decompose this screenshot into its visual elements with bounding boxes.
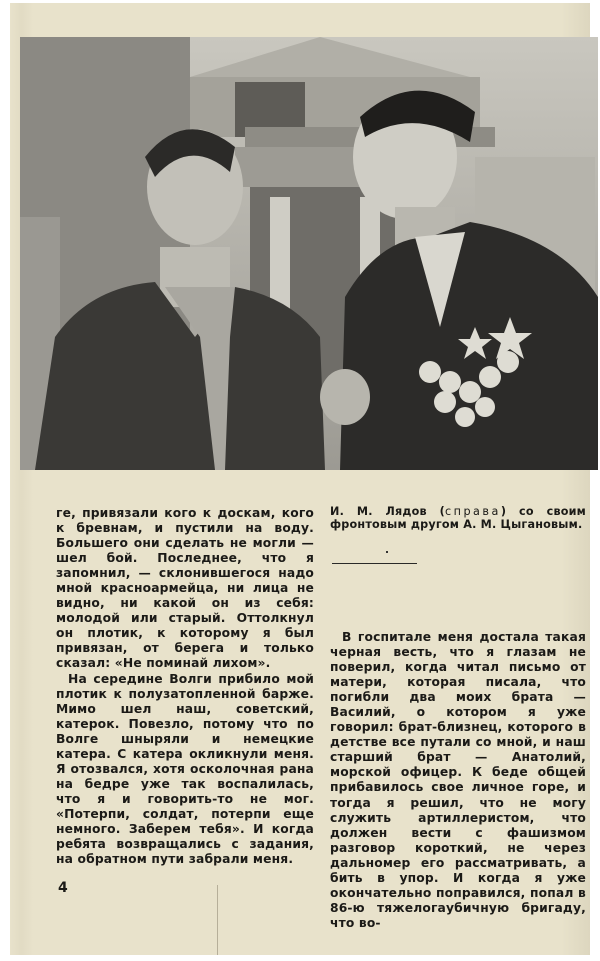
photo-illustration bbox=[20, 37, 598, 470]
section-divider bbox=[332, 563, 417, 564]
paragraph: На середине Волги прибило мой плотик к полузатопленной барже. Мимо шел наш, советский, катерок. Повезло, потому что по Волге шныряли и немецкие катера. С катера окликнули меня. Я отозвался, хотя осколочная рана на бедре уже так воспалилась, что я и говорить-то не мог. «Потерпи, солдат, потерпи еще немного. Заберем тебя». И когда ребята возвращались с задания, на обратном пути забрали меня. bbox=[56, 671, 314, 867]
article-column-right bbox=[330, 630, 586, 931]
photograph bbox=[20, 37, 598, 470]
paragraph: ге, привязали кого к доскам, кого к бревнам, и пустили на воду. Большего они сделать не могли — шел бой. Последнее, что я запомнил, — склонившегося надо мной красноармейца, ни лица не видно, ни какой он из себя: молодой или старый. Оттолкнул он плотик, к которому я был привязан, от берега и только сказал: «Не поминай лихом». bbox=[56, 506, 314, 671]
caption-spaced-word: справа bbox=[444, 505, 501, 518]
separator-dot bbox=[386, 551, 388, 553]
caption-text: ) со своим фронтовым другом А. М. Цыгановым. bbox=[330, 505, 586, 531]
caption-text: И. М. Лядов ( bbox=[330, 505, 445, 518]
photo-caption bbox=[330, 506, 586, 531]
page-crease bbox=[217, 885, 218, 955]
article-column-left bbox=[56, 506, 314, 867]
page-number: 4 bbox=[58, 880, 68, 896]
paragraph: В госпитале меня достала такая черная весть, что я глазам не поверил, когда читал письмо от матери, которая писала, что погибли два моих брата — Василий, о котором я уже говорил: брат-близнец, которого в детстве все путали со мной, и наш старший брат — Анатолий, морской офицер. К беде общей прибавилось свое личное горе, и тогда я решил, что не могу служить артиллеристом, что должен вести с фашизмом разговор короткий, не через дальномер его рассматривать, а бить в упор. И когда я уже окончательно поправился, попал в 86-ю тяжелогаубичную бригаду, что во- bbox=[330, 630, 586, 930]
